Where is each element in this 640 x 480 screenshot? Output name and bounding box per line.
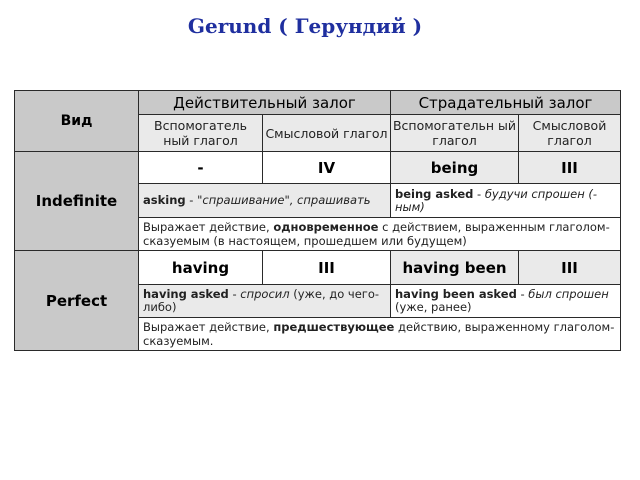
passive-aux-header: Вспомогательн ый глагол <box>391 115 519 152</box>
indefinite-passive-example: being asked - будучи спрошен (-ным) <box>391 184 621 218</box>
perfect-passive-main: III <box>519 251 621 285</box>
perfect-description: Выражает действие, предшествующее действию, выраженному глаголом-сказуемым. <box>139 318 621 351</box>
perfect-label: Perfect <box>15 251 139 351</box>
perfect-active-main: III <box>263 251 391 285</box>
perfect-passive-example: having been asked - был спрошен (уже, ранее) <box>391 285 621 318</box>
passive-main-header: Смысловой глагол <box>519 115 621 152</box>
active-main-header: Смысловой глагол <box>263 115 391 152</box>
passive-voice-header: Страдательный залог <box>391 91 621 115</box>
indefinite-description: Выражает действие, одновременное с действием, выраженным глаголом-сказуемым (в настоящем, прошедшем или будущем) <box>139 218 621 251</box>
active-voice-header: Действительный залог <box>139 91 391 115</box>
gerund-table <box>14 90 621 351</box>
indefinite-label: Indefinite <box>15 152 139 251</box>
indefinite-active-aux: - <box>139 152 263 184</box>
indefinite-passive-main: III <box>519 152 621 184</box>
indefinite-active-example: asking - "спрашивание", спрашивать <box>139 184 391 218</box>
active-aux-header: Вспомогатель ный глагол <box>139 115 263 152</box>
perfect-active-aux: having <box>139 251 263 285</box>
perfect-active-example: having asked - спросил (уже, до чего-либо) <box>139 285 391 318</box>
page-title: Gerund ( Герундий ) <box>187 14 423 38</box>
indefinite-active-main: IV <box>263 152 391 184</box>
vid-header: Вид <box>15 91 139 152</box>
perfect-passive-aux: having been <box>391 251 519 285</box>
indefinite-passive-aux: being <box>391 152 519 184</box>
